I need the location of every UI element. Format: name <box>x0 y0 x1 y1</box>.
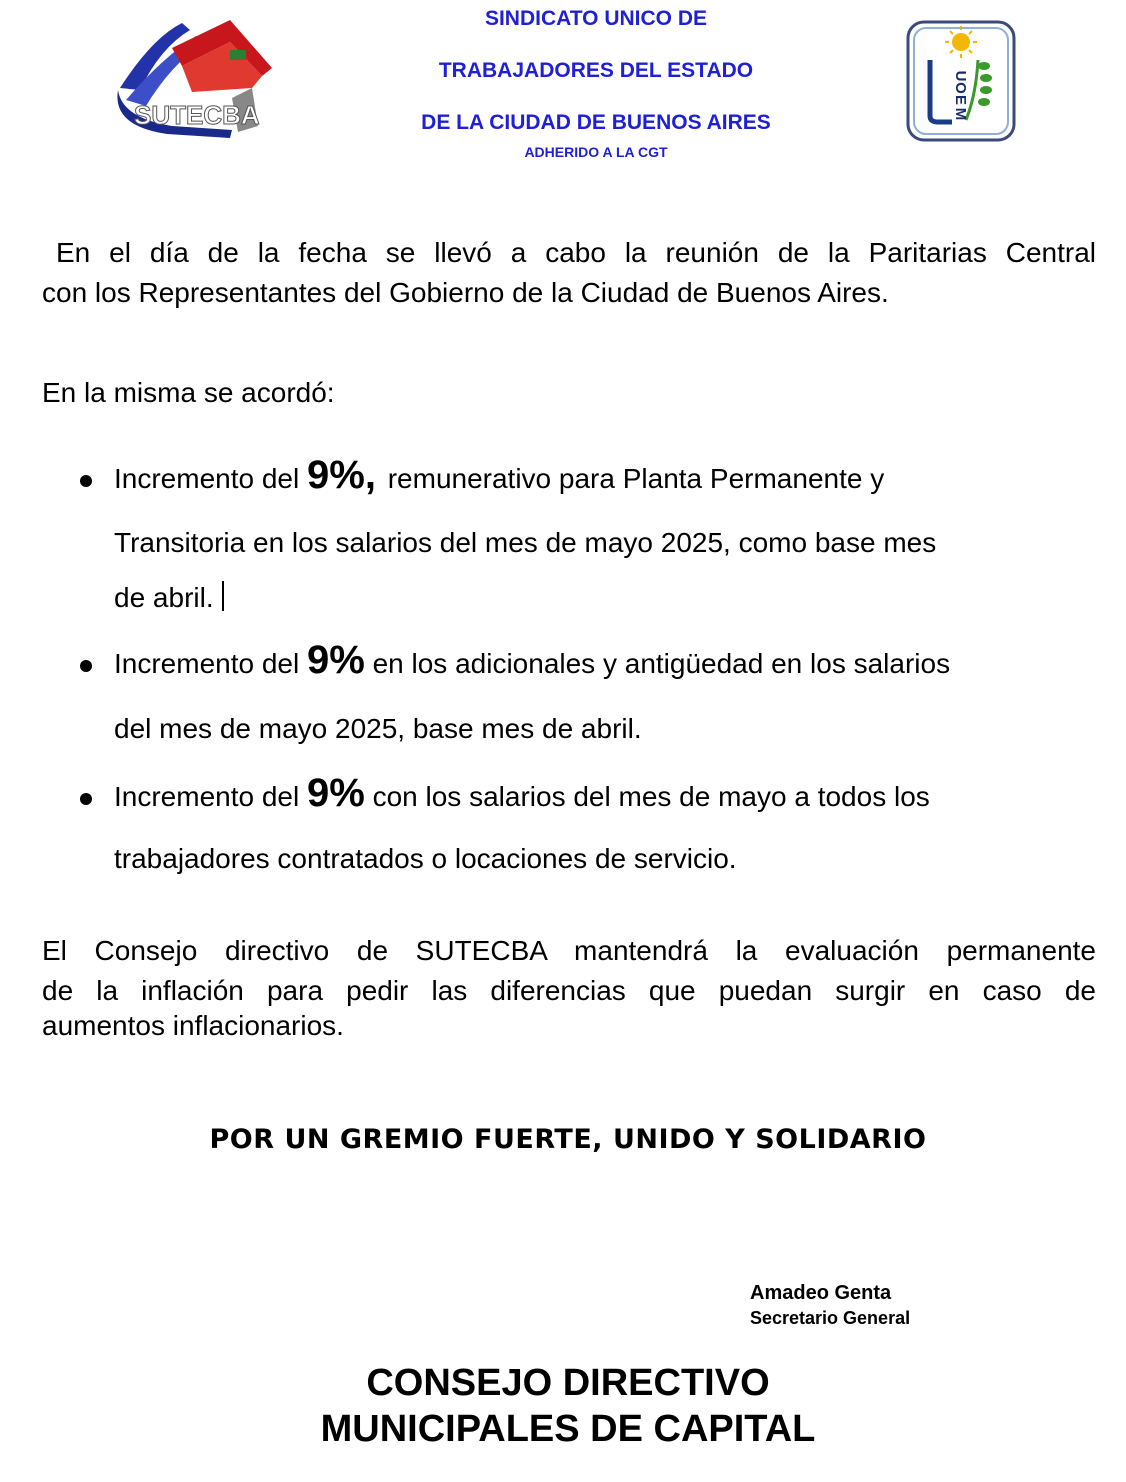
item-2-prefix: Incremento del <box>114 648 300 679</box>
intro-line-2: con los Representantes del Gobierno de la Ciudad de Buenos Aires. <box>42 277 889 308</box>
item-3-line-2: trabajadores contratados o locaciones de servicio. <box>114 843 737 874</box>
svg-text:E: E <box>952 94 969 106</box>
item-2-line-2: del mes de mayo 2025, base mes de abril. <box>114 713 642 744</box>
item-3-percent: 9% <box>307 771 365 815</box>
bullet-2 <box>80 660 92 672</box>
item-1-line-1 <box>114 453 884 498</box>
agreed-heading: En la misma se acordó: <box>42 377 335 408</box>
svg-text:M: M <box>952 107 969 121</box>
sutecba-logo <box>112 18 282 140</box>
text-cursor <box>222 581 224 611</box>
header-line-3: DE LA CIUDAD DE BUENOS AIRES <box>421 111 771 134</box>
item-2-line-1 <box>114 638 950 683</box>
item-3-prefix: Incremento del <box>114 781 300 812</box>
signature-title: Secretario General <box>750 1308 911 1328</box>
item-1-percent: 9%, <box>307 453 376 497</box>
item-3-line-1 <box>114 771 930 816</box>
closing-line-2: de la inflación para pedir las diferencias que puedan surgir en caso de <box>42 975 1096 1006</box>
item-3-rest: con los salarios del mes de mayo a todos los <box>372 781 930 812</box>
item-2-rest: en los adicionales y antigüedad en los salarios <box>372 648 951 679</box>
item-2-percent: 9% <box>307 638 365 682</box>
header-line-1: SINDICATO UNICO DE <box>484 7 708 30</box>
footer-line-1: CONSEJO DIRECTIVO <box>366 1362 770 1404</box>
item-1-line-3 <box>114 581 224 614</box>
intro-line-1: En el día de la fecha se llevó a cabo la reunión de la Paritarias Central <box>56 237 1096 268</box>
header-line-2: TRABAJADORES DEL ESTADO <box>438 59 754 82</box>
item-1-rest: remunerativo para Planta Permanente y <box>387 463 885 494</box>
uoem-logo-graphic <box>906 20 1016 142</box>
slogan: POR UN GREMIO FUERTE, UNIDO Y SOLIDARIO <box>209 1124 927 1155</box>
signature-name: Amadeo Genta <box>750 1282 892 1304</box>
svg-text:O: O <box>952 82 969 94</box>
sutecba-logo-graphic <box>112 18 282 140</box>
item-1-line-2: Transitoria en los salarios del mes de mayo 2025, como base mes <box>114 527 937 558</box>
header-line-4: ADHERIDO A LA CGT <box>524 144 668 160</box>
closing-line-1: El Consejo directivo de SUTECBA mantendrá la evaluación permanente <box>42 935 1096 966</box>
uoem-logo <box>906 20 1016 142</box>
svg-text:SUTECBA: SUTECBA <box>134 100 260 130</box>
bullet-3 <box>80 793 92 805</box>
item-1-line-3-text: de abril. <box>114 582 214 613</box>
item-1-prefix: Incremento del <box>114 463 300 494</box>
bullet-1 <box>80 475 92 487</box>
closing-line-3: aumentos inflacionarios. <box>42 1010 344 1041</box>
svg-text:U: U <box>952 70 969 82</box>
footer-line-2: MUNICIPALES DE CAPITAL <box>320 1408 816 1450</box>
